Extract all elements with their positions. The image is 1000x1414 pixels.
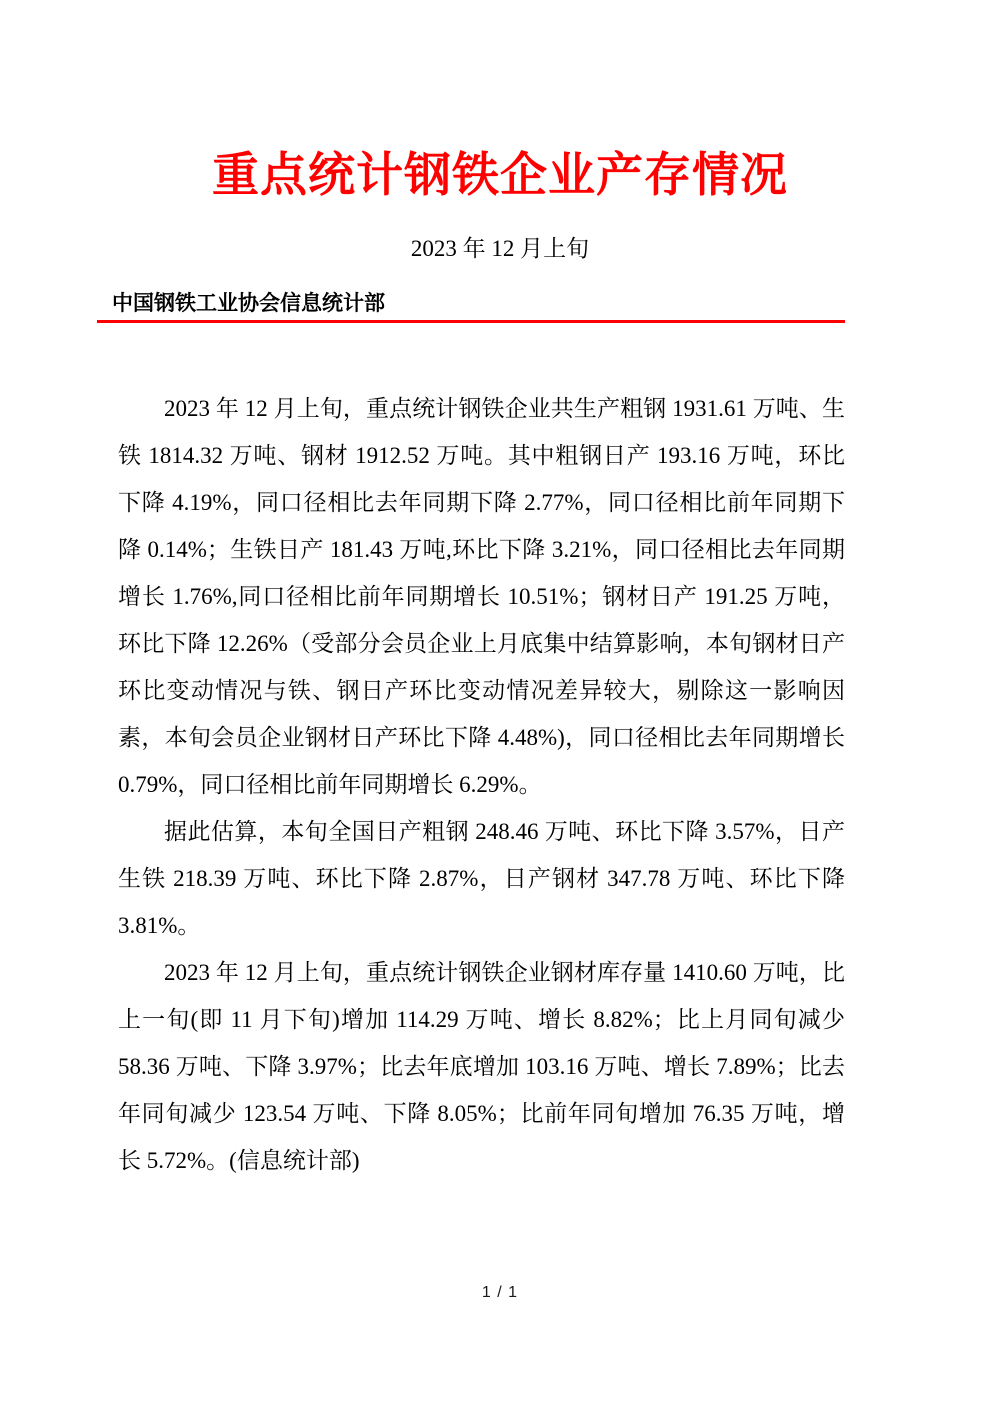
red-divider-line — [97, 320, 845, 323]
body-paragraph-production: 2023 年 12 月上旬，重点统计钢铁企业共生产粗钢 1931.61 万吨、生铁 1814.32 万吨、钢材 1912.52 万吨。其中粗钢日产 193.16 万吨，环比下降 4.19%，同口径相比去年同期下降 2.77%，同口径相比前年同期下降 0.14%；生铁日产 181.43 万吨,环比下降 3.21%，同口径相比去年同期增长 1.76%,同口径相比前年同期增长 10.51%；钢材日产 191.25 万吨，环比下降 12.26%（受部分会员企业上月底集中结算影响，本旬钢材日产环比变动情况与铁、钢日产环比变动情况差异较大，剔除这一影响因素，本旬会员企业钢材日产环比下降 4.48%)，同口径相比去年同期增长 0.79%，同口径相比前年同期增长 6.29%。 — [118, 396, 845, 797]
document-body — [118, 385, 845, 1184]
document-title: 重点统计钢铁企业产存情况 — [212, 148, 788, 201]
page-number: 1 / 1 — [481, 1284, 519, 1301]
body-paragraph-inventory: 2023 年 12 月上旬，重点统计钢铁企业钢材库存量 1410.60 万吨，比上一旬(即 11 月下旬)增加 114.29 万吨、增长 8.82%；比上月同旬减少 58.36 万吨、下降 3.97%；比去年底增加 103.16 万吨、增长 7.89%；比去年同旬减少 123.54 万吨、下降 8.05%；比前年同旬增加 76.35 万吨，增长 5.72%。(信息统计部) — [118, 960, 845, 1173]
department-name: 中国钢铁工业协会信息统计部 — [112, 291, 385, 315]
body-paragraph-national-estimate: 据此估算，本旬全国日产粗钢 248.46 万吨、环比下降 3.57%，日产生铁 218.39 万吨、环比下降 2.87%，日产钢材 347.78 万吨、环比下降 3.81%。 — [118, 819, 845, 938]
page-footer — [0, 1284, 1000, 1302]
department-header — [112, 290, 1000, 316]
document-date: 2023 年 12 月上旬 — [410, 236, 590, 261]
